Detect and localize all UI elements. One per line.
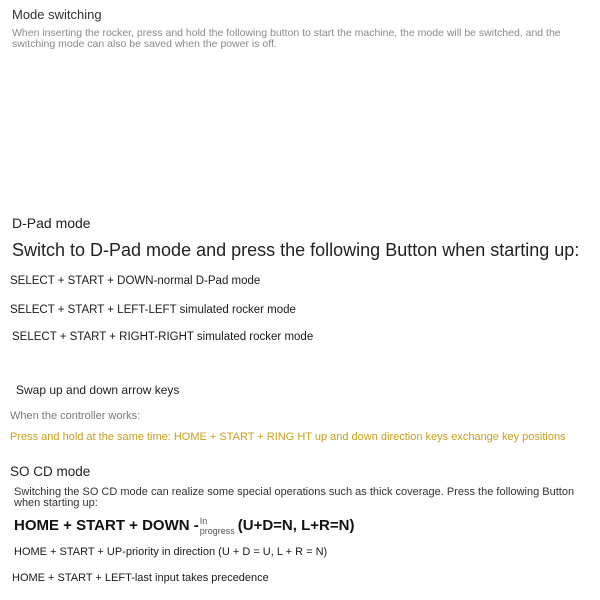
dpad-heading: D-Pad mode: [12, 215, 91, 231]
socd-command: HOME + START + LEFT-last input takes precedence: [12, 572, 269, 584]
socd-command: HOME + START + UP-priority in direction (U + D = U, L + R = N): [14, 546, 328, 558]
socd-in-progress-line-2: progress: [199, 526, 235, 536]
swap-heading: Swap up and down arrow keys: [16, 383, 180, 397]
dpad-instruction: Switch to D-Pad mode and press the following Button when starting up:: [12, 240, 580, 260]
mode-switching-description: When inserting the rocker, press and hold the following button to start the machine, the mode will be switched, and the switching mode can also be saved when the power is off.: [12, 27, 561, 50]
swap-description: Press and hold at the same time: HOME + START + RING HT up and down direction keys exchange key positions: [10, 431, 566, 443]
socd-heading: SO CD mode: [10, 464, 91, 479]
socd-in-progress-line-1: In: [199, 516, 208, 526]
socd-description: Switching the SO CD mode can realize some special operations such as thick coverage. Press the following Button when starting up:: [14, 486, 575, 509]
dpad-command: SELECT + START + LEFT-LEFT simulated rocker mode: [10, 304, 296, 316]
mode-switching-title: Mode switching: [12, 7, 102, 22]
socd-command-keys: HOME + START + DOWN -: [14, 516, 199, 534]
dpad-command: SELECT + START + DOWN-normal D-Pad mode: [10, 275, 261, 287]
swap-when-label: When the controller works:: [10, 410, 141, 422]
socd-in-progress-note: [200, 516, 235, 536]
dpad-command: SELECT + START + RIGHT-RIGHT simulated rocker mode: [12, 331, 314, 343]
socd-command-main: [14, 516, 354, 536]
socd-command-rule: (U+D=N, L+R=N): [237, 516, 355, 534]
